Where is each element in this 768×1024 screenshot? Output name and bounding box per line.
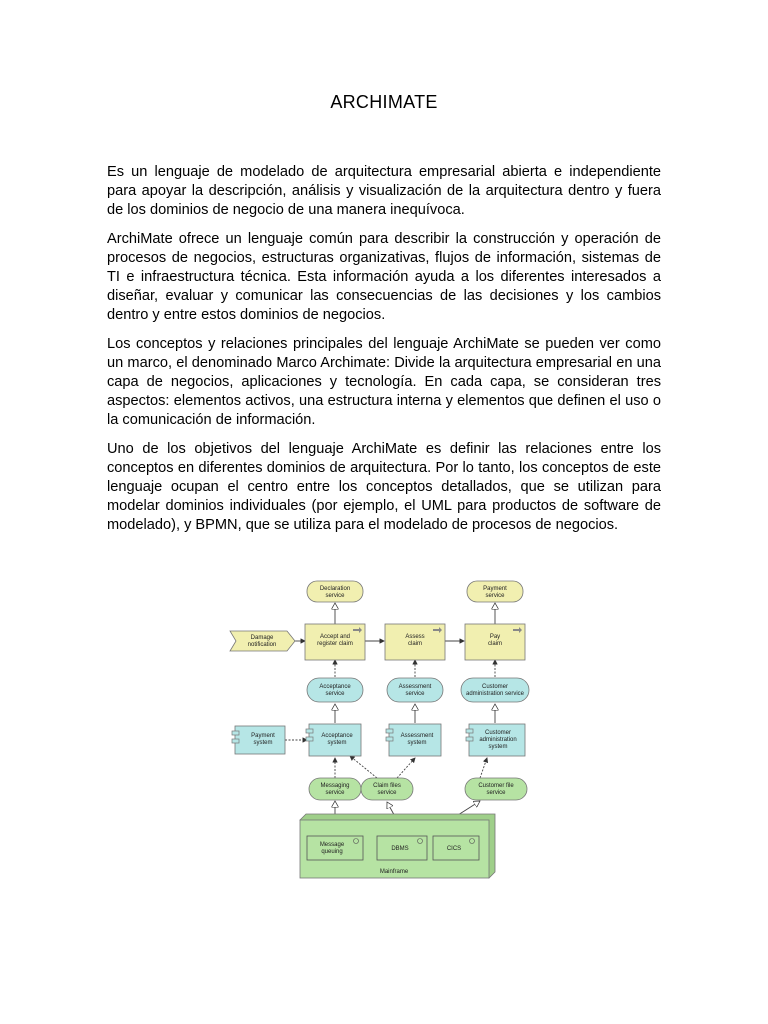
payment-system-label: Payment: [251, 733, 275, 739]
payment-system-label: system: [253, 740, 273, 746]
cics-system: [433, 836, 479, 860]
accept-process-label: Accept and: [319, 634, 351, 640]
message-queuing-system: [307, 836, 363, 860]
component-icon: [386, 737, 393, 741]
component-icon: [466, 729, 473, 733]
claim-files-service-label: service: [377, 790, 397, 796]
assessment-system-label: system: [407, 740, 427, 746]
customer-administration-system-component: [466, 724, 525, 756]
message-queuing-label: Message: [319, 842, 345, 848]
component-icon: [306, 729, 313, 733]
damage-notification-label: Damage: [250, 635, 274, 641]
assess-process-label: Assess: [405, 634, 425, 640]
customer-file-service-label: service: [486, 790, 506, 796]
messaging-service-label: service: [325, 790, 345, 796]
connector: [480, 758, 487, 778]
payment-service: [467, 581, 523, 602]
component-icon: [232, 739, 239, 743]
declaration-service: [307, 581, 363, 602]
cics-label: CICS: [446, 846, 462, 852]
component-icon: [386, 729, 393, 733]
document-body: [107, 163, 661, 545]
customer-admin-system-label: system: [488, 744, 508, 750]
accept-process-label: register claim: [317, 641, 353, 647]
accept-register-claim-process: [305, 624, 365, 660]
claim-files-service-label: Claim files: [373, 783, 401, 789]
customer-administration-service: [461, 678, 529, 702]
message-queuing-label: queuing: [321, 849, 343, 855]
claim-files-service: [361, 778, 413, 800]
paragraph-1: Es un lenguaje de modelado de arquitectura empresarial abierta e independiente para apoyar la descripción, análisis y visualización de la arquitectura dentro y fuera de los dominios de negocio de una manera inequívoca.: [107, 164, 661, 218]
payment-service-label: Payment: [483, 586, 507, 592]
paragraph-2: ArchiMate ofrece un lenguaje común para describir la construcción y operación de procesos de negocios, estructuras organizativas, flujos de información, sistemas de TI e infraestructura técnica. Esta información ayuda a los diferentes interesados a diseñar, evaluar y comunicar las consecuencias de las decisiones y los cambios dentro y entre estos dominios de negocios.: [107, 231, 661, 323]
acceptance-service-label: service: [325, 691, 345, 697]
pay-process-label: claim: [487, 641, 503, 647]
paragraph-4: Uno de los objetivos del lenguaje ArchiMate es definir las relaciones entre los conceptos en diferentes dominios de arquitectura. Por lo tanto, los conceptos de este lenguaje ocupan el centro entre los conceptos detallados, que se utilizan para modelar dominios individuales (por ejemplo, el UML para productos de software de modelado), y BPMN, que se utiliza para el modelado de procesos de negocios.: [107, 441, 661, 533]
acceptance-system-label: Acceptance: [321, 733, 353, 739]
assessment-service: [387, 678, 443, 702]
damage-notification-label: notification: [247, 642, 277, 648]
customer-file-service: [465, 778, 527, 800]
acceptance-service: [307, 678, 363, 702]
document-title: ARCHIMATE: [330, 92, 438, 112]
customer-admin-service-label: administration service: [465, 691, 525, 697]
component-icon: [466, 737, 473, 741]
damage-notification-event: [230, 631, 295, 651]
mainframe-label: Mainframe: [379, 869, 409, 875]
customer-file-service-label: Customer file: [478, 783, 514, 789]
assessment-system-component: [386, 724, 441, 756]
messaging-service-label: Messaging: [320, 783, 350, 789]
payment-system-component: [232, 726, 285, 754]
messaging-service: [309, 778, 361, 800]
archimate-diagram-svg: [225, 578, 545, 881]
customer-admin-system-label: administration: [479, 737, 517, 743]
component-icon: [306, 737, 313, 741]
assessment-service-label: service: [405, 691, 425, 697]
acceptance-system-component: [306, 724, 361, 756]
assessment-system-label: Assessment: [400, 733, 434, 739]
customer-admin-service-label: Customer: [481, 684, 509, 690]
assessment-service-label: Assessment: [398, 684, 432, 690]
pay-claim-process: [465, 624, 525, 660]
acceptance-service-label: Acceptance: [319, 684, 351, 690]
component-icon: [232, 731, 239, 735]
connector: [397, 758, 415, 778]
acceptance-system-label: system: [327, 740, 347, 746]
paragraph-3: Los conceptos y relaciones principales del lenguaje ArchiMate se pueden ver como un marco, el denominado Marco Archimate: Divide la arquitectura empresarial en una capa de negocios, aplicaciones y tecnología. En cada capa, se consideran tres aspectos: elementos activos, una estructura interna y elementos que definen el uso o la comunicación de información.: [107, 336, 661, 428]
declaration-service-label: Declaration: [319, 586, 351, 592]
assess-claim-process: [385, 624, 445, 660]
declaration-service-label: service: [325, 593, 345, 599]
payment-service-label: service: [485, 593, 505, 599]
connector: [350, 756, 377, 778]
dbms-system: [377, 836, 427, 860]
dbms-label: DBMS: [391, 846, 409, 852]
pay-process-label: Pay: [489, 634, 501, 640]
customer-admin-system-label: Customer: [484, 730, 512, 736]
assess-process-label: claim: [407, 641, 423, 647]
archimate-diagram: [225, 578, 545, 881]
